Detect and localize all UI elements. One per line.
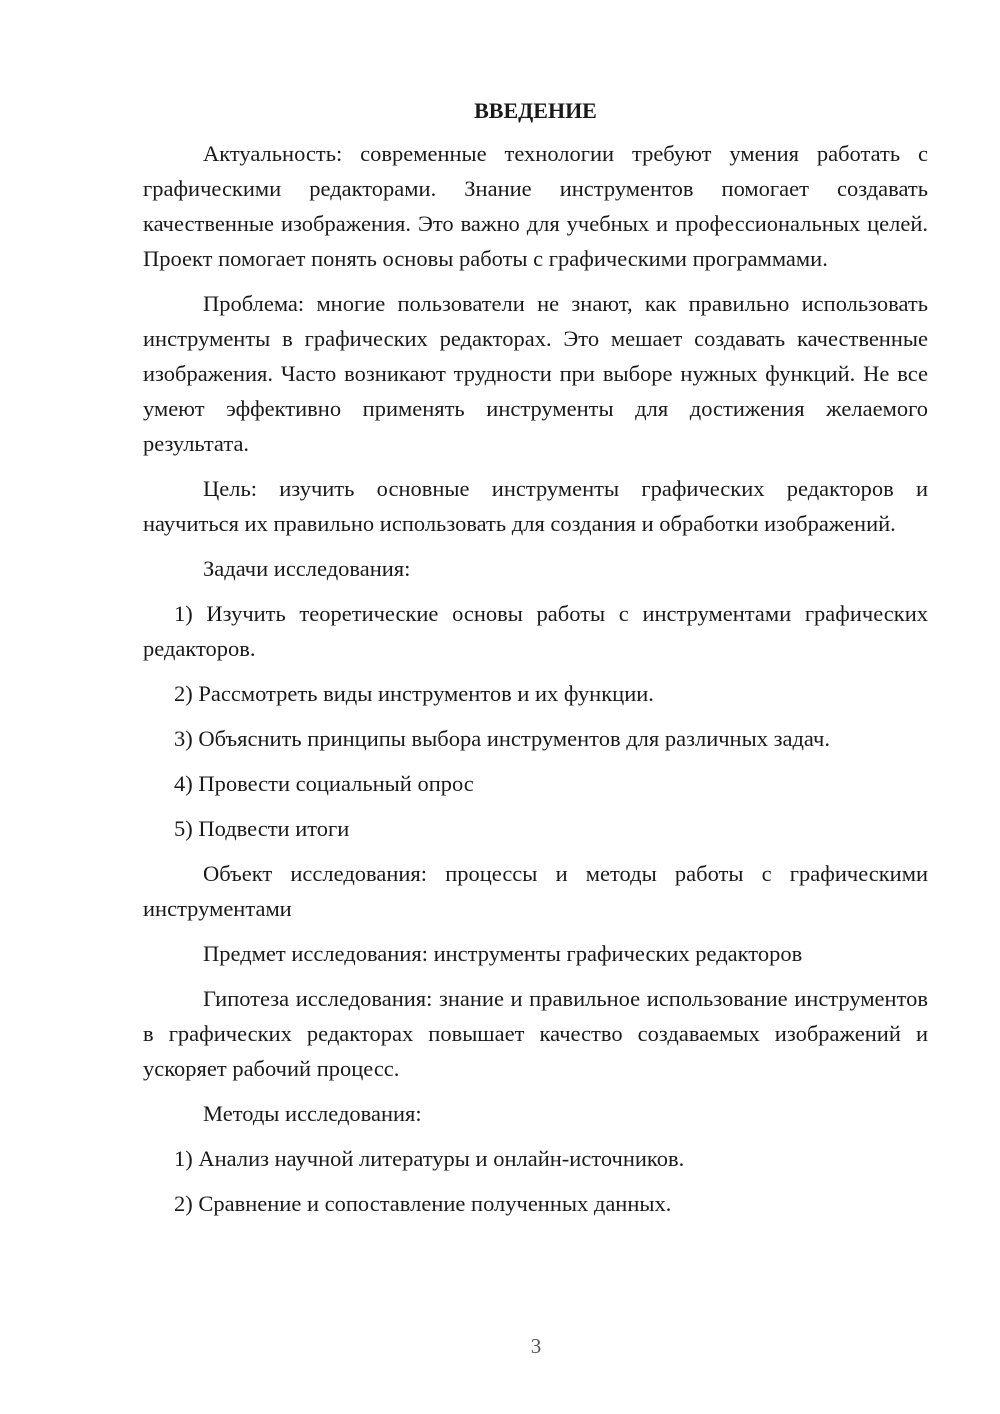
page-content <box>143 96 928 1231</box>
method-item: 2) Сравнение и сопоставление полученных данных. <box>174 1191 672 1216</box>
hypothesis-paragraph: Гипотеза исследования: знание и правильное использование инструментов в графических редакторах повышает качество создаваемых изображений и ускоряет рабочий процесс. <box>143 986 928 1081</box>
task-item: 3) Объяснить принципы выбора инструментов для различных задач. <box>174 726 830 751</box>
task-item: 4) Провести социальный опрос <box>174 771 474 796</box>
relevance-paragraph: Актуальность: современные технологии требуют умения работать с графическими редакторами. Знание инструментов помогает создавать качественные изображения. Это важно для учебных и профессиональных целей. Проект помогает понять основы работы с графическими программами. <box>143 141 928 271</box>
task-item: 5) Подвести итоги <box>174 816 350 841</box>
subject-paragraph: Предмет исследования: инструменты графических редакторов <box>203 941 803 966</box>
task-item: 2) Рассмотреть виды инструментов и их функции. <box>174 681 654 706</box>
methods-heading: Методы исследования: <box>203 1101 422 1126</box>
method-item: 1) Анализ научной литературы и онлайн-источников. <box>174 1146 685 1171</box>
problem-paragraph: Проблема: многие пользователи не знают, как правильно использовать инструменты в графических редакторах. Это мешает создавать качественные изображения. Часто возникают трудности при выборе нужных функций. Не все умеют эффективно применять инструменты для достижения желаемого результата. <box>143 291 928 456</box>
tasks-heading: Задачи исследования: <box>203 556 411 581</box>
page-number: 3 <box>530 1334 542 1358</box>
object-paragraph: Объект исследования: процессы и методы работы с графическими инструментами <box>143 861 928 921</box>
task-item: 1) Изучить теоретические основы работы с инструментами графических редакторов. <box>143 601 928 661</box>
goal-paragraph: Цель: изучить основные инструменты графических редакторов и научиться их правильно использовать для создания и обработки изображений. <box>143 476 928 536</box>
page-title: ВВЕДЕНИЕ <box>474 98 597 123</box>
